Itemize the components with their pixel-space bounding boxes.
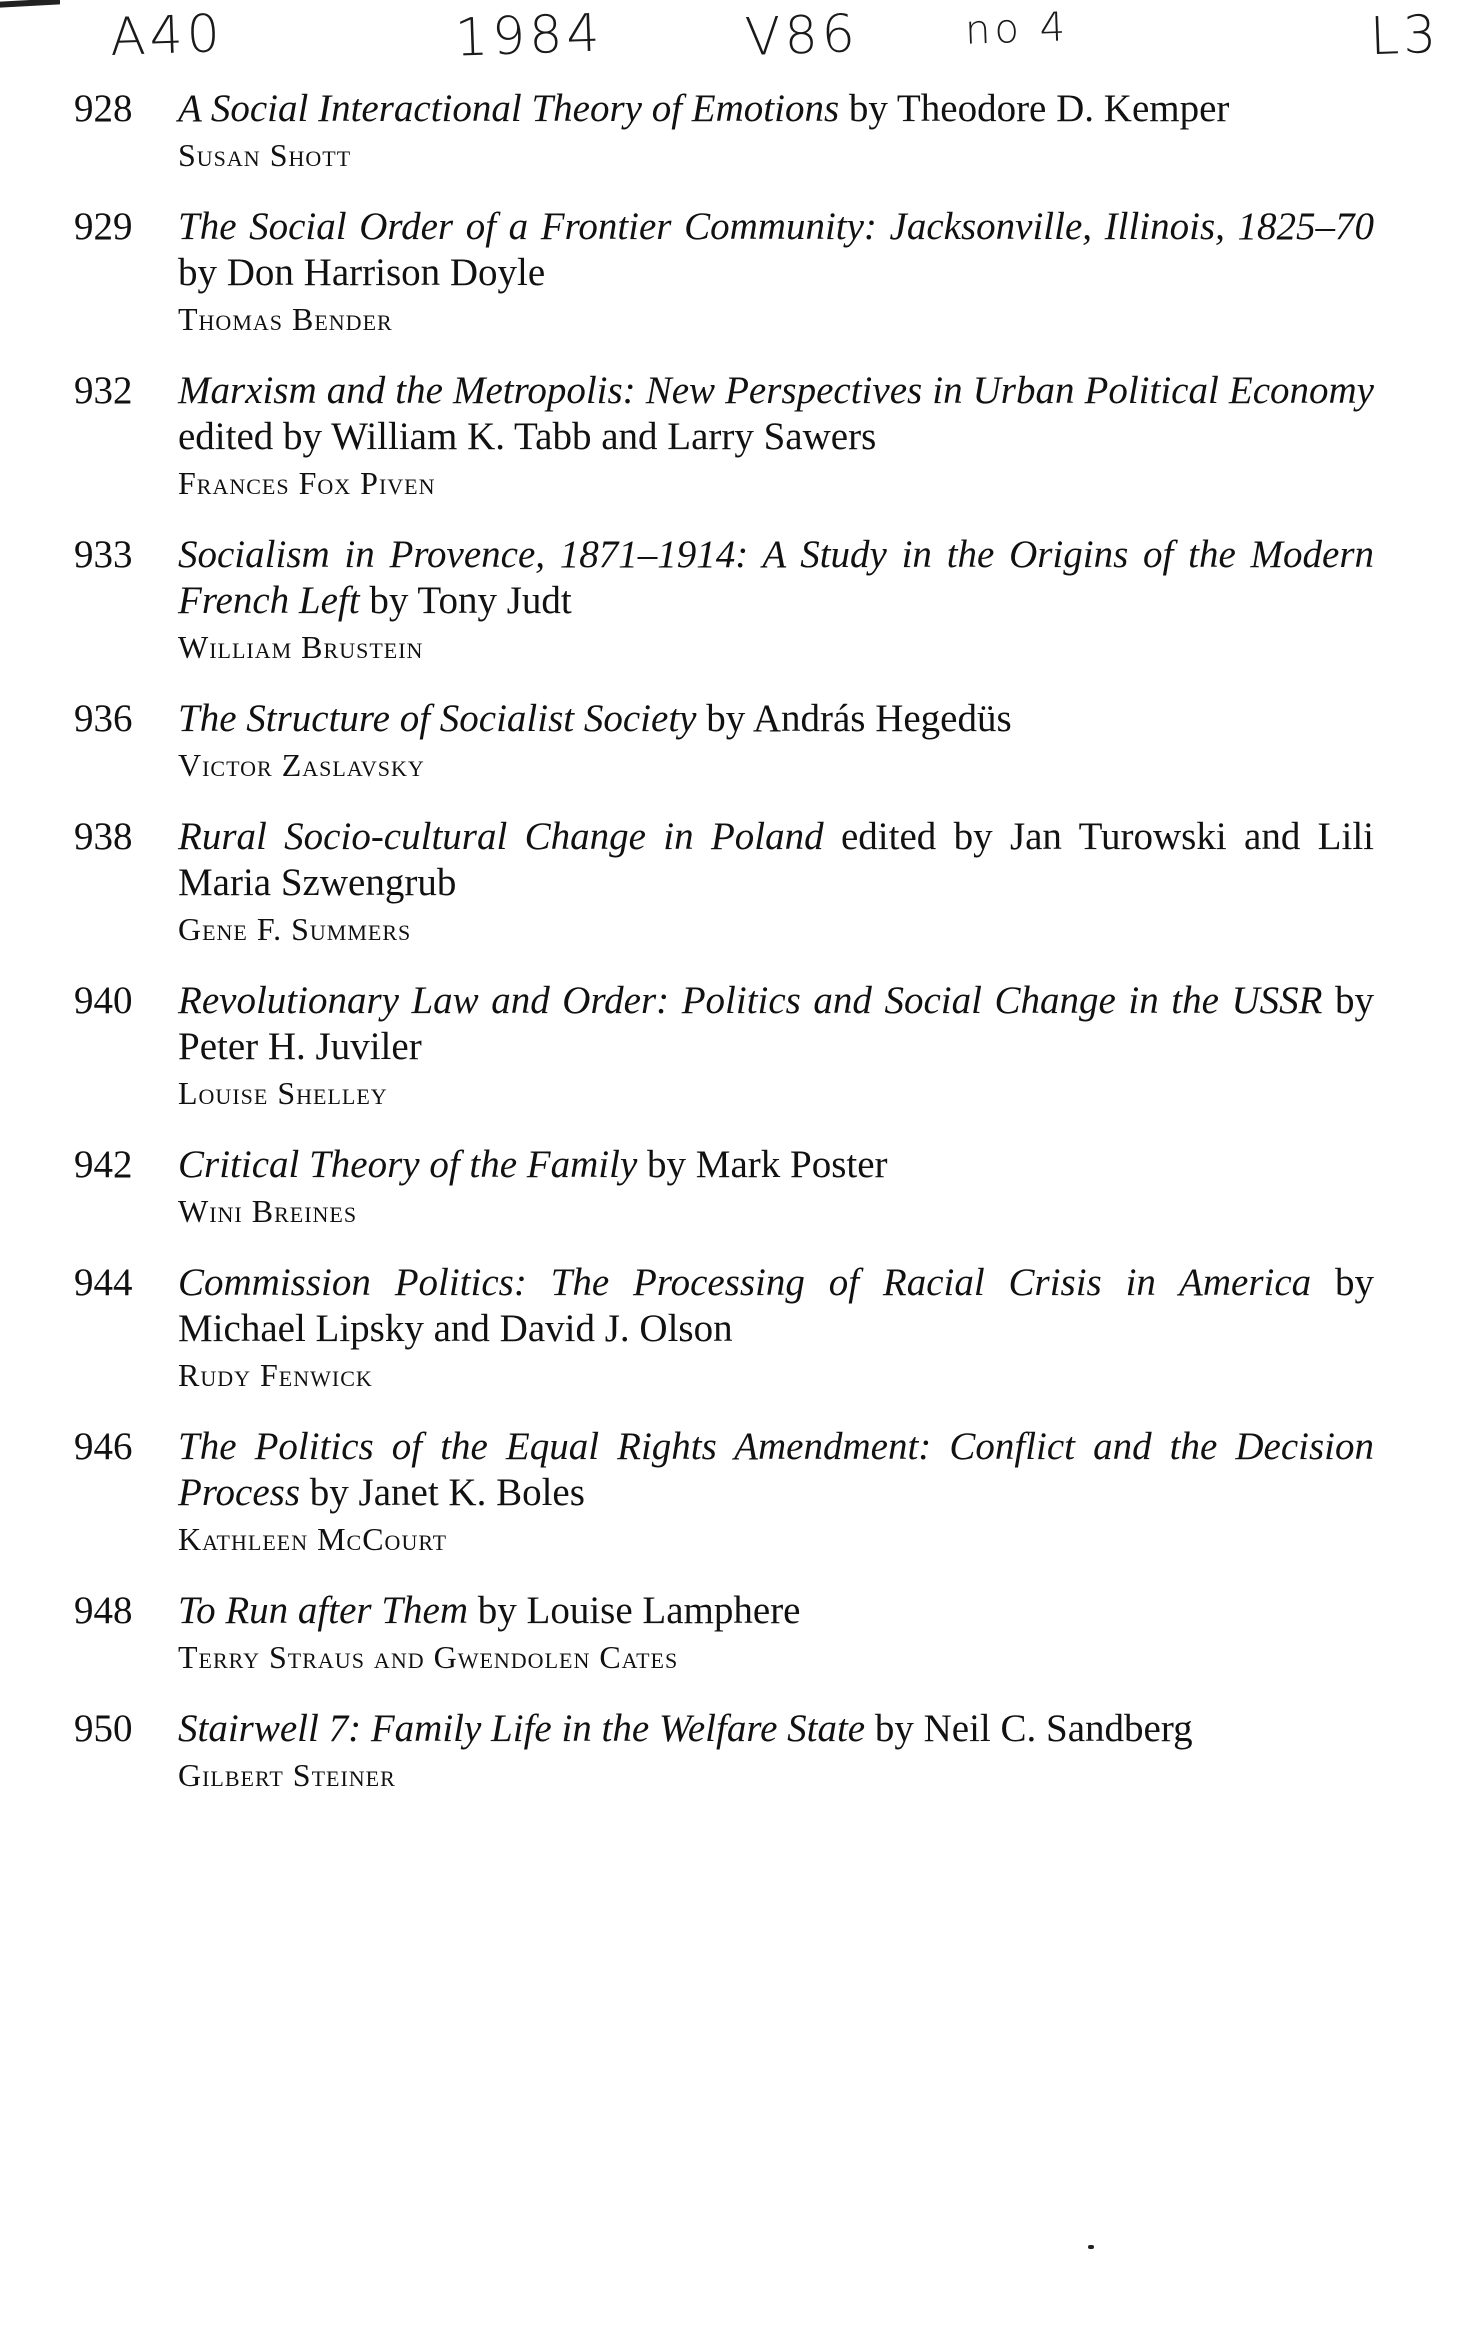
reviewer-name: Wini Breines bbox=[178, 1193, 358, 1229]
handwritten-note: L3 bbox=[1368, 4, 1442, 68]
reviewer-name: Thomas Bender bbox=[178, 301, 393, 337]
citation bbox=[178, 1260, 1374, 1352]
reviewer-name: Gilbert Steiner bbox=[178, 1757, 396, 1793]
entry-body bbox=[178, 978, 1374, 1116]
book-title: The Politics of the Equal Rights Amendment: Conflict and the Decision Process bbox=[178, 1425, 1374, 1514]
book-credit: by Peter H. Juviler bbox=[178, 979, 1375, 1068]
review-entry bbox=[74, 86, 1374, 178]
entry-body bbox=[178, 814, 1374, 952]
book-title: Stairwell 7: Family Life in the Welfare State bbox=[178, 1707, 866, 1750]
handwritten-note: A40 bbox=[108, 4, 225, 68]
book-title: A Social Interactional Theory of Emotions bbox=[178, 87, 840, 130]
book-title: Critical Theory of the Family bbox=[178, 1143, 638, 1186]
book-credit: by Tony Judt bbox=[359, 579, 572, 622]
review-entry bbox=[74, 978, 1374, 1116]
book-credit: edited by William K. Tabb and Larry Sawers bbox=[178, 415, 877, 458]
citation bbox=[178, 696, 1374, 742]
citation bbox=[178, 1706, 1374, 1752]
citation bbox=[178, 978, 1374, 1070]
page-number: 946 bbox=[74, 1425, 133, 1468]
page-number: 936 bbox=[74, 697, 133, 740]
book-title: To Run after Them bbox=[178, 1589, 469, 1632]
review-entry bbox=[74, 532, 1374, 670]
scan-speck bbox=[1088, 2245, 1094, 2249]
handwritten-call-number bbox=[0, 3, 1472, 86]
book-credit: by Mark Poster bbox=[637, 1143, 888, 1186]
review-entry bbox=[74, 204, 1374, 342]
entry-body bbox=[178, 696, 1374, 788]
review-entry bbox=[74, 696, 1374, 788]
citation bbox=[178, 368, 1374, 460]
reviewer-name: Kathleen McCourt bbox=[178, 1521, 448, 1557]
review-entry bbox=[74, 814, 1374, 952]
entry-body bbox=[178, 1706, 1374, 1798]
entry-body bbox=[178, 86, 1374, 178]
page-number: 942 bbox=[74, 1143, 133, 1186]
review-entry bbox=[74, 1706, 1374, 1798]
entry-body bbox=[178, 532, 1374, 670]
handwritten-note: no 4 bbox=[964, 4, 1070, 54]
book-title: Marxism and the Metropolis: New Perspectives in Urban Political Economy bbox=[178, 369, 1374, 412]
citation bbox=[178, 532, 1374, 624]
reviewer-name: Terry Straus and Gwendolen Cates bbox=[178, 1639, 679, 1675]
book-credit: by Neil C. Sandberg bbox=[865, 1707, 1193, 1750]
book-title: Commission Politics: The Processing of Racial Crisis in America bbox=[178, 1261, 1312, 1304]
entry-body bbox=[178, 1260, 1374, 1398]
review-entry bbox=[74, 368, 1374, 506]
book-credit: by Don Harrison Doyle bbox=[178, 251, 546, 294]
reviewer-name: Susan Shott bbox=[178, 137, 352, 173]
book-credit: edited by Jan Turowski and Lili Maria Szwengrub bbox=[178, 815, 1374, 904]
citation bbox=[178, 1424, 1374, 1516]
page-number: 940 bbox=[74, 979, 133, 1022]
book-credit: by Janet K. Boles bbox=[300, 1471, 585, 1514]
entry-body bbox=[178, 1588, 1374, 1680]
handwritten-note: V86 bbox=[743, 4, 860, 68]
entry-body bbox=[178, 1424, 1374, 1562]
page-number: 932 bbox=[74, 369, 133, 412]
page-number: 938 bbox=[74, 815, 133, 858]
book-credit: by Michael Lipsky and David J. Olson bbox=[178, 1261, 1374, 1350]
page-number: 929 bbox=[74, 205, 133, 248]
book-title: The Structure of Socialist Society bbox=[178, 697, 697, 740]
entry-body bbox=[178, 1142, 1374, 1234]
review-entry bbox=[74, 1260, 1374, 1398]
reviewer-name: Victor Zaslavsky bbox=[178, 747, 425, 783]
reviewer-name: Louise Shelley bbox=[178, 1075, 388, 1111]
book-credit: by Louise Lamphere bbox=[468, 1589, 801, 1632]
review-entry bbox=[74, 1588, 1374, 1680]
book-credit: by András Hegedüs bbox=[696, 697, 1012, 740]
page-number: 933 bbox=[74, 533, 133, 576]
book-review-list bbox=[74, 86, 1374, 1824]
citation bbox=[178, 1142, 1374, 1188]
reviewer-name: William Brustein bbox=[178, 629, 424, 665]
page-number: 944 bbox=[74, 1261, 133, 1304]
page-number: 928 bbox=[74, 87, 133, 130]
review-entry bbox=[74, 1424, 1374, 1562]
citation bbox=[178, 1588, 1374, 1634]
reviewer-name: Rudy Fenwick bbox=[178, 1357, 373, 1393]
page-number: 950 bbox=[74, 1707, 133, 1750]
entry-body bbox=[178, 204, 1374, 342]
book-title: Socialism in Provence, 1871–1914: A Study in the Origins of the Modern French Left bbox=[178, 533, 1374, 622]
citation bbox=[178, 204, 1374, 296]
book-title: Rural Socio-cultural Change in Poland bbox=[178, 815, 824, 858]
entry-body bbox=[178, 368, 1374, 506]
book-credit: by Theodore D. Kemper bbox=[839, 87, 1230, 130]
reviewer-name: Gene F. Summers bbox=[178, 911, 412, 947]
citation bbox=[178, 814, 1374, 906]
reviewer-name: Frances Fox Piven bbox=[178, 465, 436, 501]
book-title: The Social Order of a Frontier Community: Jacksonville, Illinois, 1825–70 bbox=[178, 205, 1374, 248]
book-title: Revolutionary Law and Order: Politics and Social Change in the USSR bbox=[178, 979, 1323, 1022]
page-number: 948 bbox=[74, 1589, 133, 1632]
handwritten-note: 1984 bbox=[453, 3, 605, 69]
citation bbox=[178, 86, 1374, 132]
review-entry bbox=[74, 1142, 1374, 1234]
